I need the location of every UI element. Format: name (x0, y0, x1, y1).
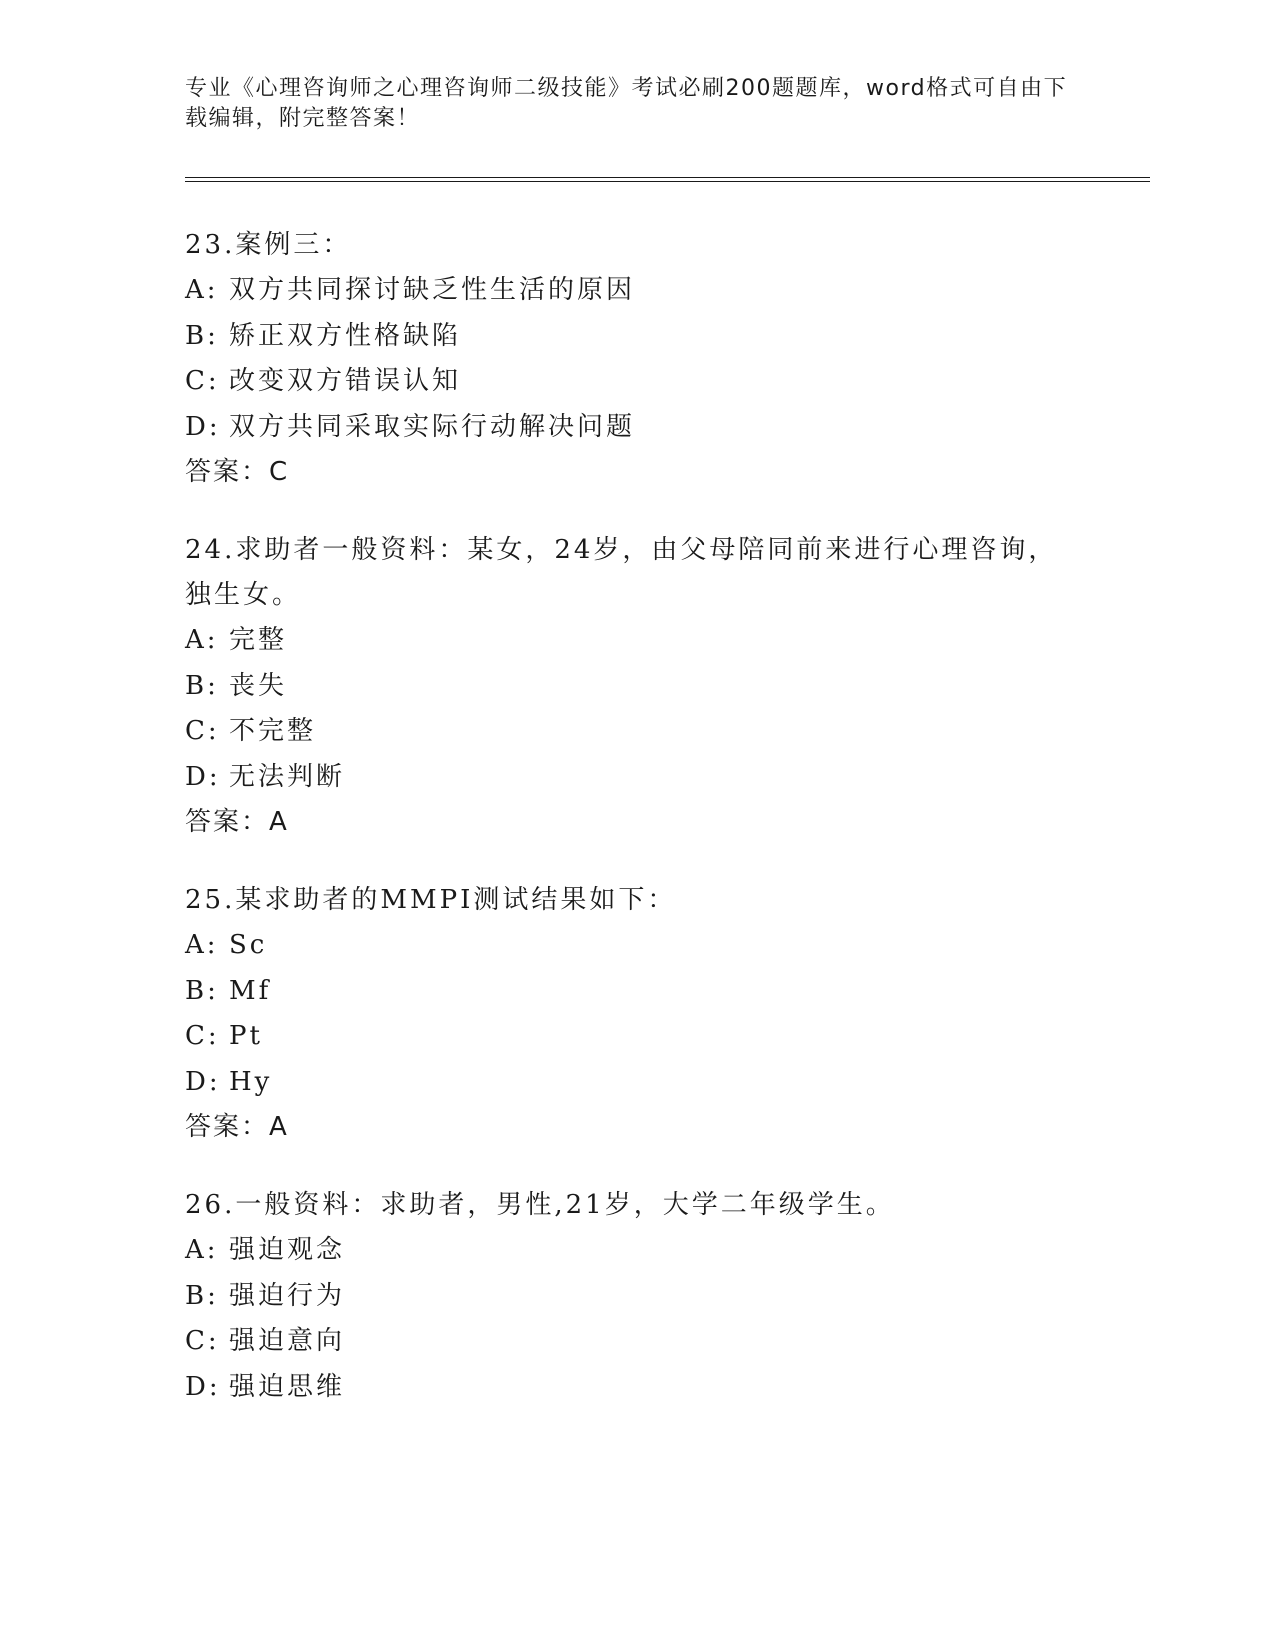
option-letter: C: (185, 1021, 220, 1051)
option-c (185, 709, 1085, 755)
option-letter: B: (185, 1280, 219, 1311)
option-text: 完整 (229, 625, 288, 655)
option-b (185, 664, 1085, 710)
option-letter: D: (185, 761, 221, 792)
option-letter: B: (185, 320, 219, 351)
option-a (185, 1228, 1085, 1274)
option-letter: B: (185, 975, 219, 1006)
option-b (185, 314, 1085, 360)
option-letter: C: (185, 716, 220, 746)
option-d (185, 755, 1085, 801)
option-text: 矫正双方性格缺陷 (229, 320, 462, 351)
option-letter: C: (185, 1326, 220, 1356)
option-letter: D: (185, 411, 221, 442)
header-divider-bottom (185, 181, 1150, 182)
option-text: Mf (229, 975, 272, 1006)
option-b (185, 969, 1085, 1015)
option-d (185, 1060, 1085, 1106)
answer-line: 答案：A (185, 807, 289, 837)
option-letter: C: (185, 366, 220, 396)
option-text: 改变双方错误认知 (229, 366, 462, 396)
option-c (185, 359, 1085, 405)
option-text: 强迫观念 (229, 1235, 346, 1265)
option-text: Sc (229, 930, 268, 960)
option-a (185, 268, 1085, 314)
option-a (185, 618, 1085, 664)
option-text: 丧失 (229, 670, 288, 701)
option-b (185, 1274, 1085, 1320)
question-stem: 26.一般资料：求助者，男性,21岁，大学二年级学生。 (185, 1190, 895, 1220)
question-26 (185, 1183, 1085, 1410)
question-25 (185, 878, 1085, 1150)
option-d (185, 1365, 1085, 1411)
option-text: 无法判断 (229, 761, 346, 792)
option-letter: A: (185, 930, 219, 960)
option-text: Pt (229, 1021, 263, 1051)
question-stem: 23.案例三： (185, 230, 352, 260)
question-stem: 24.求助者一般资料：某女，24岁，由父母陪同前来进行心理咨询，独生女。 (185, 535, 1058, 610)
answer-line: 答案：C (185, 457, 290, 487)
option-letter: D: (185, 1371, 221, 1402)
option-a (185, 923, 1085, 969)
option-c (185, 1319, 1085, 1365)
option-letter: A: (185, 275, 219, 305)
option-text: 强迫思维 (229, 1371, 346, 1402)
option-letter: A: (185, 1235, 219, 1265)
document-header: 专业《心理咨询师之心理咨询师二级技能》考试必刷200题题库，word格式可自由下载编辑，附完整答案！ (185, 76, 1068, 131)
question-23 (185, 223, 1085, 495)
option-letter: A: (185, 625, 219, 655)
option-letter: D: (185, 1066, 221, 1097)
option-text: 双方共同采取实际行动解决问题 (229, 411, 636, 442)
question-24 (185, 528, 1085, 845)
option-c (185, 1014, 1085, 1060)
option-text: 强迫行为 (229, 1280, 346, 1311)
option-letter: B: (185, 670, 219, 701)
option-text: 不完整 (229, 716, 317, 746)
answer-line: 答案：A (185, 1112, 289, 1142)
option-text: 强迫意向 (229, 1326, 346, 1356)
option-d (185, 405, 1085, 451)
header-divider-top (185, 177, 1150, 178)
question-stem: 25.某求助者的MMPI测试结果如下： (185, 885, 677, 915)
option-text: Hy (229, 1066, 273, 1097)
option-text: 双方共同探讨缺乏性生活的原因 (229, 275, 636, 305)
